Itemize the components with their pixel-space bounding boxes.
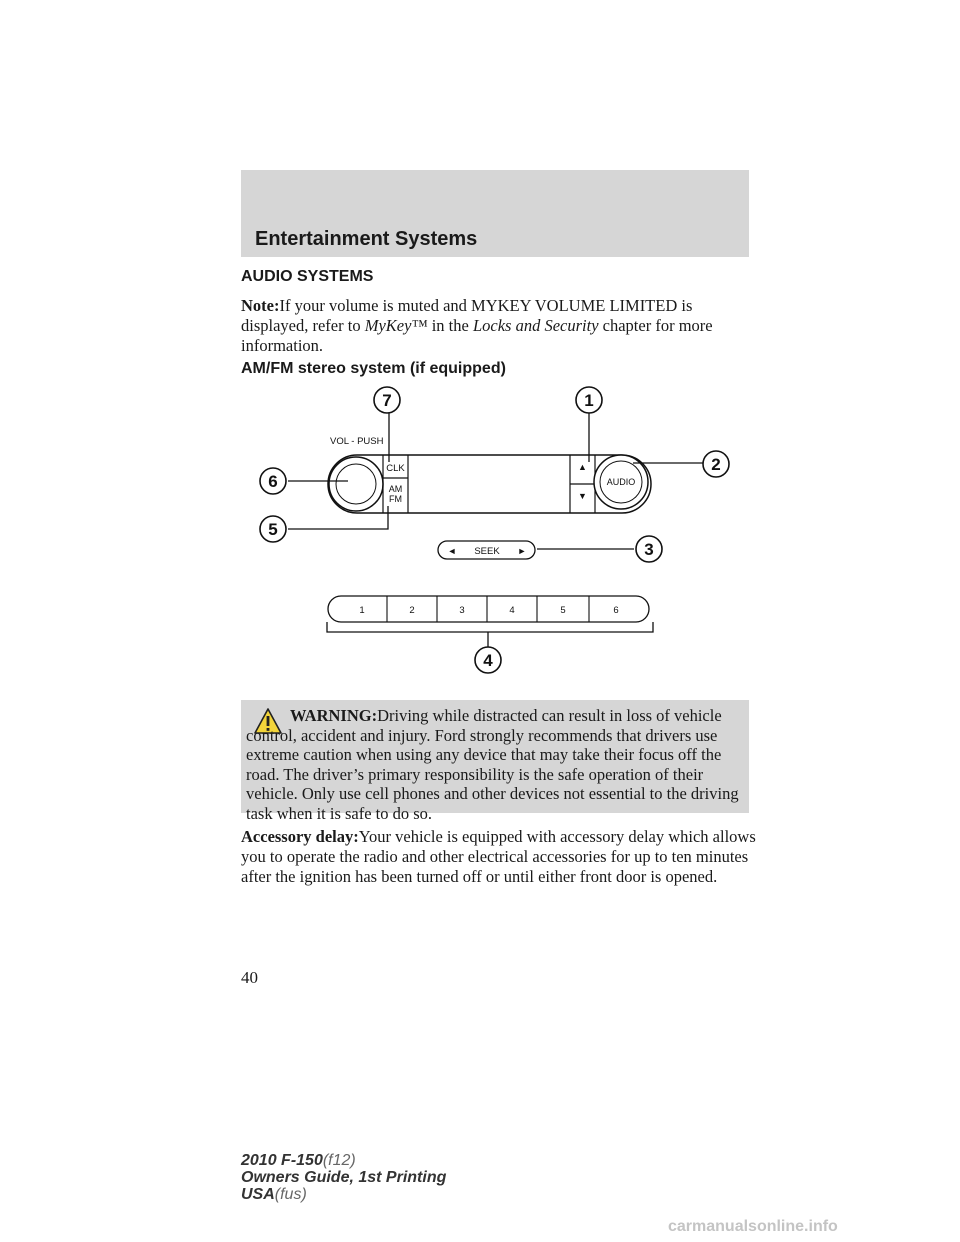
vol-push-label: VOL - PUSH xyxy=(330,436,384,447)
note-text-3: chapter for more information. xyxy=(241,316,713,355)
seek-right-icon: ► xyxy=(517,546,527,556)
callout-3-number: 3 xyxy=(644,540,654,559)
audio-label: AUDIO xyxy=(606,477,636,487)
footer-region: USA xyxy=(241,1186,275,1203)
preset-6: 6 xyxy=(613,605,619,616)
footer-guide: Owners Guide, 1st Printing xyxy=(241,1169,447,1186)
accessory-text: Your vehicle is equipped with accessory delay which allows you to operate the radio and other electrical accessories for up to ten minutes after the ignition has been turned off or until either front door is opened. xyxy=(241,827,756,886)
chapter-title: Entertainment Systems xyxy=(255,228,478,250)
fm-label: FM xyxy=(389,494,402,504)
preset-2: 2 xyxy=(409,605,415,616)
preset-5: 5 xyxy=(560,605,566,616)
down-arrow-icon: ▼ xyxy=(578,491,587,501)
footer xyxy=(241,1152,446,1203)
preset-3: 3 xyxy=(459,605,465,616)
accessory-label: Accessory delay: xyxy=(241,827,359,846)
accessory-delay-paragraph xyxy=(241,827,756,887)
callout-1-number: 1 xyxy=(584,391,594,410)
preset-1: 1 xyxy=(359,605,365,616)
warning-text: Driving while distracted can result in loss of vehicle control, accident and injury. Ford strongly recommends that drivers use extreme caution when using any device that may take their focus off the road. The driver’s primary responsibility is the safe operation of their vehicle. Only use cell phones and other devices not essential to the driving task when it is safe to do so. xyxy=(246,706,739,823)
note-chapter-ref: Locks and Security xyxy=(472,316,599,335)
warning-box xyxy=(241,700,749,823)
subsection-title: AM/FM stereo system (if equipped) xyxy=(241,360,506,377)
footer-model: 2010 F-150 xyxy=(241,1152,323,1169)
warning-label: WARNING: xyxy=(290,706,378,725)
volume-knob-inner xyxy=(336,464,376,504)
preset-bar xyxy=(328,596,649,622)
callout-4-number: 4 xyxy=(483,651,493,670)
note-mykey-ref: MyKey™ xyxy=(364,316,428,335)
preset-4: 4 xyxy=(509,605,515,616)
seek-left-icon: ◄ xyxy=(447,546,457,556)
am-label: AM xyxy=(388,484,403,494)
seek-label: SEEK xyxy=(474,546,500,557)
clk-label: CLK xyxy=(386,463,405,474)
note-label: Note: xyxy=(241,296,280,315)
site-watermark: carmanualsonline.info xyxy=(668,1218,838,1235)
note-text-2: in the xyxy=(427,316,473,335)
footer-region-code: (fus) xyxy=(274,1186,307,1203)
warning-paragraph xyxy=(246,706,746,823)
up-arrow-icon: ▲ xyxy=(578,462,587,472)
section-title: AUDIO SYSTEMS xyxy=(241,268,374,285)
callout-2-number: 2 xyxy=(711,455,721,474)
note-text-1: If your volume is muted and MYKEY VOLUME LIMITED is displayed, refer to xyxy=(241,296,693,335)
callout-6-number: 6 xyxy=(268,472,278,491)
page-number: 40 xyxy=(241,968,258,987)
callout-5-number: 5 xyxy=(268,520,278,539)
footer-model-code: (f12) xyxy=(322,1152,356,1169)
callout-7-number: 7 xyxy=(382,391,392,410)
